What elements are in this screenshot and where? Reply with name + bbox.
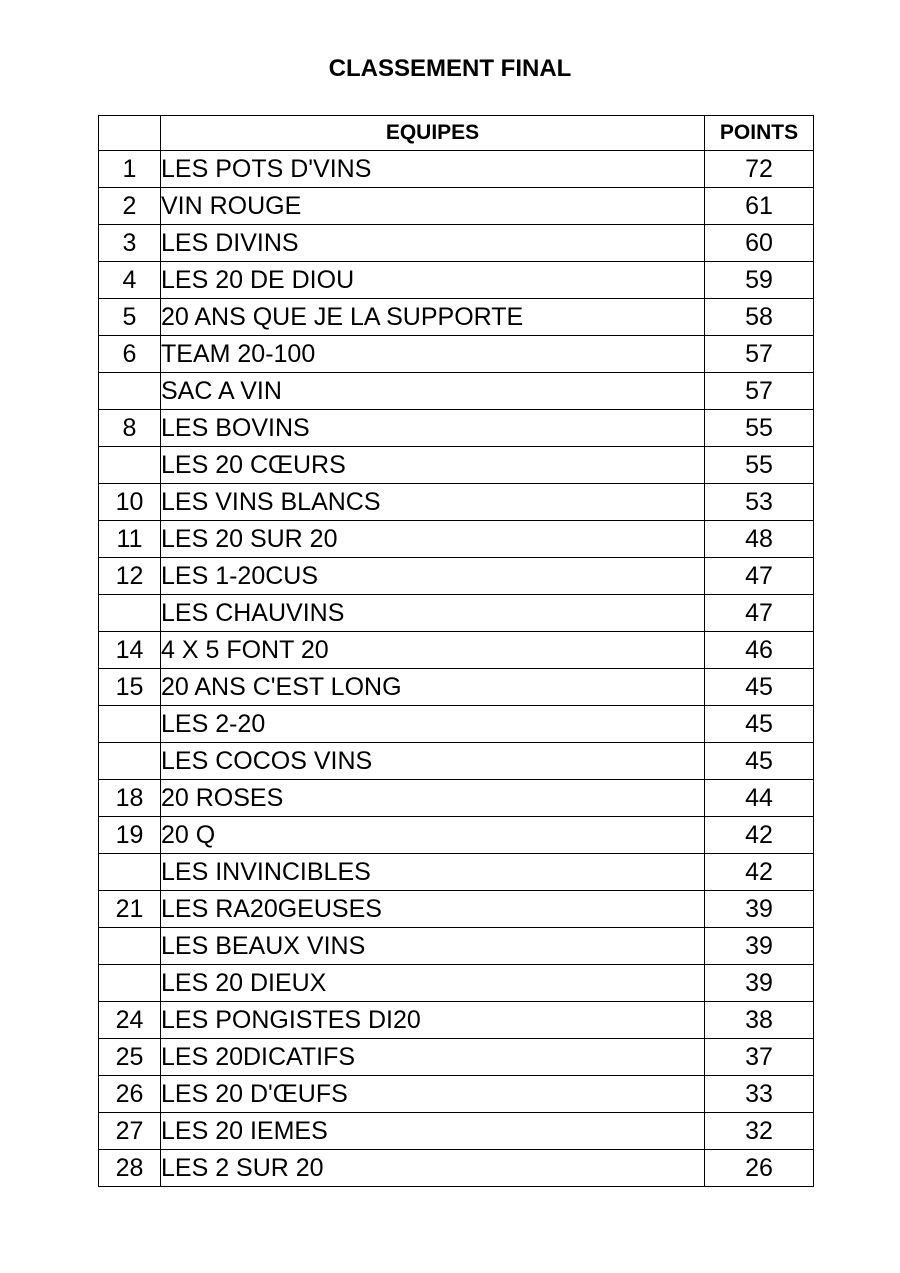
- points-cell: 48: [705, 521, 814, 558]
- table-row: [99, 891, 814, 928]
- team-name-cell: LES BEAUX VINS: [161, 928, 705, 965]
- table-row: [99, 447, 814, 484]
- ranking-table: [98, 115, 814, 1187]
- points-cell: 45: [705, 669, 814, 706]
- points-cell: 39: [705, 928, 814, 965]
- table-row: [99, 1002, 814, 1039]
- team-name-cell: LES BOVINS: [161, 410, 705, 447]
- rank-cell: 3: [99, 225, 161, 262]
- points-cell: 46: [705, 632, 814, 669]
- table-row: [99, 854, 814, 891]
- table-row: [99, 225, 814, 262]
- rank-cell: 12: [99, 558, 161, 595]
- team-name-cell: LES 20 CŒURS: [161, 447, 705, 484]
- table-row: [99, 1039, 814, 1076]
- points-cell: 55: [705, 410, 814, 447]
- table-row: [99, 669, 814, 706]
- table-row: [99, 965, 814, 1002]
- rank-cell: [99, 706, 161, 743]
- team-name-cell: LES COCOS VINS: [161, 743, 705, 780]
- team-name-cell: LES 2-20: [161, 706, 705, 743]
- rank-cell: 28: [99, 1150, 161, 1187]
- points-cell: 33: [705, 1076, 814, 1113]
- points-cell: 61: [705, 188, 814, 225]
- team-name-cell: VIN ROUGE: [161, 188, 705, 225]
- team-name-cell: LES 20 IEMES: [161, 1113, 705, 1150]
- points-cell: 39: [705, 965, 814, 1002]
- team-name-cell: LES 1-20CUS: [161, 558, 705, 595]
- team-name-cell: 20 ROSES: [161, 780, 705, 817]
- team-name-cell: LES 20 D'ŒUFS: [161, 1076, 705, 1113]
- rank-cell: 24: [99, 1002, 161, 1039]
- table-row: [99, 928, 814, 965]
- team-name-cell: 20 ANS C'EST LONG: [161, 669, 705, 706]
- rank-cell: [99, 743, 161, 780]
- rank-cell: [99, 928, 161, 965]
- points-cell: 42: [705, 854, 814, 891]
- table-row: [99, 780, 814, 817]
- table-row: [99, 1113, 814, 1150]
- points-cell: 53: [705, 484, 814, 521]
- table-row: [99, 373, 814, 410]
- points-cell: 59: [705, 262, 814, 299]
- team-name-cell: LES 2 SUR 20: [161, 1150, 705, 1187]
- table-row: [99, 188, 814, 225]
- rank-cell: 6: [99, 336, 161, 373]
- team-name-cell: LES 20DICATIFS: [161, 1039, 705, 1076]
- table-row: [99, 817, 814, 854]
- points-cell: 38: [705, 1002, 814, 1039]
- rank-cell: [99, 965, 161, 1002]
- points-cell: 60: [705, 225, 814, 262]
- team-name-cell: LES 20 DIEUX: [161, 965, 705, 1002]
- table-row: [99, 299, 814, 336]
- header-rank: [99, 116, 161, 151]
- ranking-body: [99, 151, 814, 1187]
- table-row: [99, 595, 814, 632]
- rank-cell: [99, 854, 161, 891]
- rank-cell: 21: [99, 891, 161, 928]
- table-row: [99, 521, 814, 558]
- rank-cell: 5: [99, 299, 161, 336]
- team-name-cell: 20 ANS QUE JE LA SUPPORTE: [161, 299, 705, 336]
- page-title: CLASSEMENT FINAL: [328, 55, 572, 82]
- table-row: [99, 743, 814, 780]
- table-row: [99, 336, 814, 373]
- points-cell: 47: [705, 595, 814, 632]
- rank-cell: 27: [99, 1113, 161, 1150]
- points-cell: 72: [705, 151, 814, 188]
- points-cell: 58: [705, 299, 814, 336]
- table-row: [99, 706, 814, 743]
- points-cell: 57: [705, 373, 814, 410]
- points-cell: 37: [705, 1039, 814, 1076]
- team-name-cell: LES PONGISTES DI20: [161, 1002, 705, 1039]
- rank-cell: 26: [99, 1076, 161, 1113]
- table-row: [99, 1076, 814, 1113]
- table-row: [99, 558, 814, 595]
- table-row: [99, 632, 814, 669]
- table-row: [99, 1150, 814, 1187]
- rank-cell: 10: [99, 484, 161, 521]
- team-name-cell: SAC A VIN: [161, 373, 705, 410]
- team-name-cell: LES RA20GEUSES: [161, 891, 705, 928]
- rank-cell: [99, 373, 161, 410]
- rank-cell: 11: [99, 521, 161, 558]
- points-cell: 45: [705, 743, 814, 780]
- team-name-cell: LES DIVINS: [161, 225, 705, 262]
- rank-cell: 1: [99, 151, 161, 188]
- header-teams: EQUIPES: [161, 116, 705, 151]
- points-cell: 45: [705, 706, 814, 743]
- team-name-cell: LES CHAUVINS: [161, 595, 705, 632]
- header-row: [99, 116, 814, 151]
- table-row: [99, 410, 814, 447]
- table-row: [99, 484, 814, 521]
- team-name-cell: LES 20 DE DIOU: [161, 262, 705, 299]
- team-name-cell: LES VINS BLANCS: [161, 484, 705, 521]
- points-cell: 26: [705, 1150, 814, 1187]
- rank-cell: 4: [99, 262, 161, 299]
- points-cell: 57: [705, 336, 814, 373]
- points-cell: 42: [705, 817, 814, 854]
- rank-cell: 8: [99, 410, 161, 447]
- table-row: [99, 262, 814, 299]
- rank-cell: 25: [99, 1039, 161, 1076]
- team-name-cell: LES INVINCIBLES: [161, 854, 705, 891]
- points-cell: 44: [705, 780, 814, 817]
- rank-cell: 19: [99, 817, 161, 854]
- rank-cell: 2: [99, 188, 161, 225]
- team-name-cell: TEAM 20-100: [161, 336, 705, 373]
- table-row: [99, 151, 814, 188]
- points-cell: 32: [705, 1113, 814, 1150]
- team-name-cell: LES 20 SUR 20: [161, 521, 705, 558]
- rank-cell: [99, 595, 161, 632]
- points-cell: 47: [705, 558, 814, 595]
- rank-cell: 18: [99, 780, 161, 817]
- rank-cell: 14: [99, 632, 161, 669]
- points-cell: 55: [705, 447, 814, 484]
- team-name-cell: 4 X 5 FONT 20: [161, 632, 705, 669]
- points-cell: 39: [705, 891, 814, 928]
- rank-cell: [99, 447, 161, 484]
- rank-cell: 15: [99, 669, 161, 706]
- team-name-cell: 20 Q: [161, 817, 705, 854]
- header-points: POINTS: [705, 116, 814, 151]
- team-name-cell: LES POTS D'VINS: [161, 151, 705, 188]
